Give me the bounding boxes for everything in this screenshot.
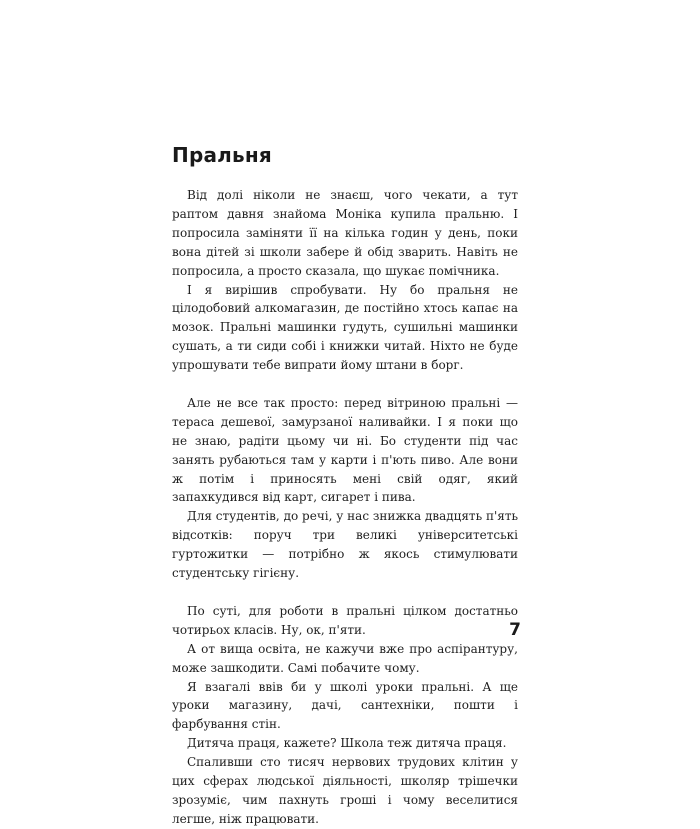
paragraph: Дитяча праця, кажете? Школа теж дитяча праця. — [187, 736, 507, 751]
paragraph: По суті, для роботи в пральні цілком достатньо чотирьох класів. Ну, ок, п'яти. — [172, 603, 518, 637]
paragraph: І я вирішив спробувати. Ну бо пральня не цілодобовий алкомагазин, де постійно хтось капає на мозок. Пральні машинки гудуть, сушильні машинки сушать, а ти сиди собі і книжки читай. Ніхто не буде упрошувати тебе випрати йому штани в борг. — [172, 282, 518, 373]
chapter-body — [172, 186, 518, 829]
paragraph: Але не все так просто: перед вітриною пральні — тераса дешевої, замурзаної наливайки. І я поки що не знаю, радіти цьому чи ні. Бо студенти під час занять рубаються там у карти і п'ють пиво. Але вони ж потім і приносять мені свій одяг, який запахкудився від карт, сигарет і пива. — [172, 395, 518, 505]
page-number: 7 — [509, 620, 521, 640]
paragraph: Спаливши сто тисяч нервових трудових клітин у цих сферах людської діяльності, школяр трішечки зрозуміє, чим пахнуть гроші і чому веселитися легше, ніж працювати. — [172, 755, 518, 826]
chapter-title: Пральня — [172, 143, 272, 167]
paragraph: Для студентів, до речі, у нас знижка двадцять п'ять відсотків: поруч три великі університетські гуртожитки — потрібно ж якось стимулювати студентську гігієну. — [172, 509, 518, 581]
paragraph: А от вища освіта, не кажучи вже про аспірантуру, може зашкодити. Самі побачите чому. — [172, 641, 518, 675]
paragraph: Від долі ніколи не знаєш, чого чекати, а тут раптом давня знайома Моніка купила пральню. І попросила заміняти її на кілька годин у день, поки вона дітей зі школи забере й обід зварить. Навіть не попросила, а просто сказала, що шукає помічника. — [172, 188, 518, 278]
paragraph: Я взагалі ввів би у школі уроки пральні. А ще уроки магазину, дачі, сантехніки, пошти і фарбування стін. — [172, 679, 518, 732]
